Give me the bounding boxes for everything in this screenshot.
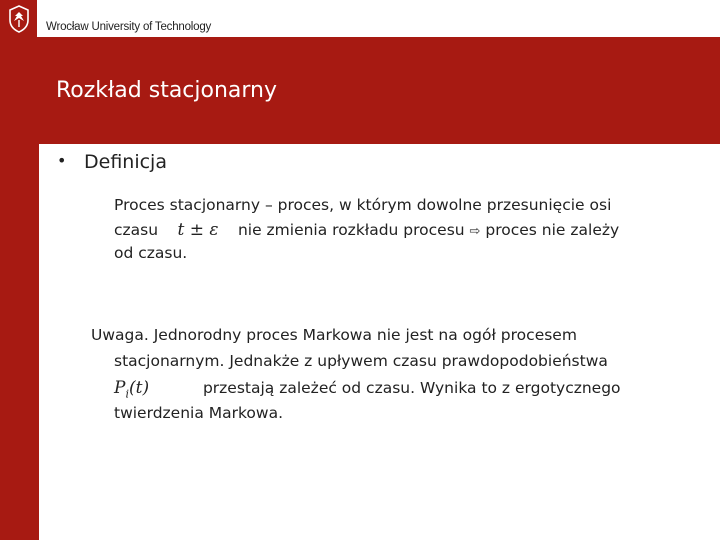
bullet-heading: Definicja bbox=[84, 151, 167, 173]
note-line-2: stacjonarnym. Jednakże z upływem czasu prawdopodobieństwa bbox=[114, 352, 608, 370]
math-arg-t: (t) bbox=[128, 378, 150, 398]
definition-line-1: Proces stacjonarny – proces, w którym dowolne przesunięcie osi bbox=[114, 196, 612, 214]
slide-title: Rozkład stacjonarny bbox=[56, 78, 278, 103]
left-accent-bar bbox=[0, 37, 39, 540]
header-bar bbox=[0, 0, 720, 37]
arrow-right-icon: ⇨ bbox=[469, 224, 481, 239]
definition-line-3: od czasu. bbox=[114, 244, 188, 262]
note-line-4: twierdzenia Markowa. bbox=[114, 404, 284, 422]
math-sub-i: i bbox=[125, 387, 129, 401]
math-t-plus-minus-epsilon: t ± ε bbox=[177, 220, 219, 240]
definition-line-2 bbox=[114, 220, 619, 240]
definition-text-c: proces nie zależy bbox=[485, 221, 620, 239]
definition-text-a: czasu bbox=[114, 221, 159, 239]
math-p: P bbox=[114, 378, 126, 398]
math-p-i-of-t bbox=[114, 378, 198, 400]
note-line-3 bbox=[114, 378, 621, 400]
note-line-1: Uwaga. Jednorodny proces Markowa nie jest na ogół procesem bbox=[91, 326, 577, 344]
eagle-crest-icon bbox=[0, 0, 37, 37]
definition-text-b: nie zmienia rozkładu procesu bbox=[237, 221, 465, 239]
bullet-marker: • bbox=[57, 151, 67, 170]
university-name: Wrocław University of Technology bbox=[46, 21, 212, 33]
note-text-b: przestają zależeć od czasu. Wynika to z ergotycznego bbox=[202, 379, 621, 397]
